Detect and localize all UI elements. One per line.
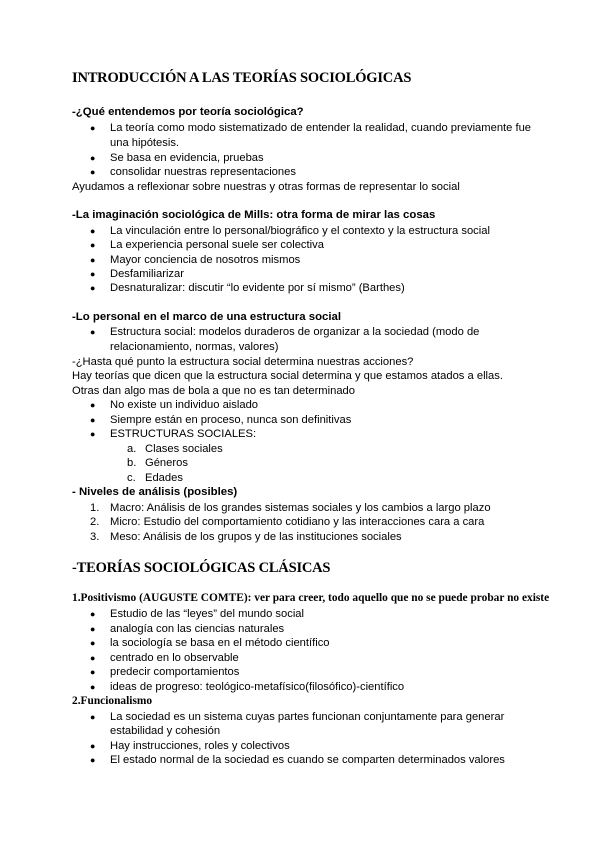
section-heading-teoria: -¿Qué entendemos por teoría sociológica? (72, 106, 304, 118)
bullet-text: centrado en lo observable (110, 652, 239, 664)
sublist-text: Edades (145, 472, 183, 484)
bullet-icon: ● (90, 167, 96, 177)
bullet-icon: ● (90, 400, 96, 410)
bullet-icon: ● (90, 667, 96, 677)
bullet-icon: ● (90, 240, 96, 250)
numbered-text: Meso: Análisis de los grupos y de las instituciones sociales (110, 531, 402, 543)
list-marker: 2. (90, 516, 100, 528)
bullet-icon: ● (90, 429, 96, 439)
bullet-text: Desnaturalizar: discutir “lo evidente por sí mismo” (Barthes) (110, 282, 405, 294)
bullet-icon: ● (90, 755, 96, 765)
bullet-icon: ● (90, 741, 96, 751)
bullet-icon: ● (90, 624, 96, 634)
bullet-text: ESTRUCTURAS SOCIALES: (110, 428, 257, 440)
bullet-text: Desfamiliarizar (110, 268, 184, 280)
bullet-text: analogía con las ciencias naturales (110, 623, 285, 635)
bullet-text: ideas de progreso: teológico-metafísico(filosófico)-científico (110, 681, 405, 693)
bullet-text: consolidar nuestras representaciones (110, 166, 296, 178)
bullet-icon: ● (90, 609, 96, 619)
bullet-icon: ● (90, 153, 96, 163)
bullet-icon: ● (90, 638, 96, 648)
sublist-text: Géneros (145, 457, 188, 469)
bullet-text: La sociedad es un sistema cuyas partes funcionan conjuntamente para generar (110, 711, 505, 723)
section-heading-niveles: - Niveles de análisis (posibles) (72, 486, 238, 498)
bullet-text: Estructura social: modelos duraderos de organizar a la sociedad (modo de (110, 326, 480, 338)
bullet-icon: ● (90, 255, 96, 265)
heading-funcionalismo: 2.Funcionalismo (72, 695, 153, 707)
bullet-text: Estudio de las “leyes” del mundo social (110, 608, 305, 620)
list-marker: 1. (90, 502, 100, 514)
paragraph: Hay teorías que dicen que la estructura social determina y que estamos atados a ellas. (72, 370, 503, 382)
bullet-icon: ● (90, 327, 96, 337)
bullet-text: Mayor conciencia de nosotros mismos (110, 254, 301, 266)
bullet-icon: ● (90, 269, 96, 279)
section-heading-mills: -La imaginación sociológica de Mills: otra forma de mirar las cosas (72, 209, 436, 221)
bullet-icon: ● (90, 283, 96, 293)
bullet-text: Se basa en evidencia, pruebas (110, 152, 264, 164)
section-heading-estructura: -Lo personal en el marco de una estructura social (72, 311, 342, 323)
list-marker: b. (127, 457, 137, 469)
heading-positivismo: 1.Positivismo (AUGUSTE COMTE): ver para creer, todo aquello que no se puede probar no existe (72, 592, 550, 604)
bullet-text-cont: relacionamiento, normas, valores) (110, 341, 279, 353)
bullet-text: La teoría como modo sistematizado de entender la realidad, cuando previamente fue (110, 122, 532, 134)
list-marker: 3. (90, 531, 100, 543)
paragraph: Otras dan algo mas de bola a que no es tan determinado (72, 385, 355, 397)
bullet-text: No existe un individuo aislado (110, 399, 259, 411)
bullet-text: La experiencia personal suele ser colectiva (110, 239, 324, 251)
bullet-icon: ● (90, 712, 96, 722)
sublist-text: Clases sociales (145, 443, 223, 455)
bullet-text: Siempre están en proceso, nunca son definitivas (110, 414, 352, 426)
bullet-icon: ● (90, 415, 96, 425)
bullet-icon: ● (90, 226, 96, 236)
document-title: INTRODUCCIÓN A LAS TEORÍAS SOCIOLÓGICAS (72, 70, 412, 86)
bullet-text: El estado normal de la sociedad es cuando se comparten determinados valores (110, 754, 505, 766)
bullet-icon: ● (90, 123, 96, 133)
section-title-clasicas: -TEORÍAS SOCIOLÓGICAS CLÁSICAS (72, 560, 331, 576)
bullet-text: la sociología se basa en el método científico (110, 637, 330, 649)
paragraph: Ayudamos a reflexionar sobre nuestras y otras formas de representar lo social (72, 181, 460, 193)
bullet-icon: ● (90, 682, 96, 692)
bullet-text-cont: estabilidad y cohesión (110, 725, 221, 737)
bullet-text: La vinculación entre lo personal/biográfico y el contexto y la estructura social (110, 225, 490, 237)
numbered-text: Macro: Análisis de los grandes sistemas sociales y los cambios a largo plazo (110, 502, 491, 514)
numbered-text: Micro: Estudio del comportamiento cotidiano y las interacciones cara a cara (110, 516, 485, 528)
list-marker: a. (127, 443, 137, 455)
paragraph: -¿Hasta qué punto la estructura social determina nuestras acciones? (72, 356, 414, 368)
list-marker: c. (127, 472, 136, 484)
bullet-icon: ● (90, 653, 96, 663)
bullet-text: predecir comportamientos (110, 666, 240, 678)
bullet-text: Hay instrucciones, roles y colectivos (110, 740, 290, 752)
bullet-text-cont: una hipótesis. (110, 137, 180, 149)
